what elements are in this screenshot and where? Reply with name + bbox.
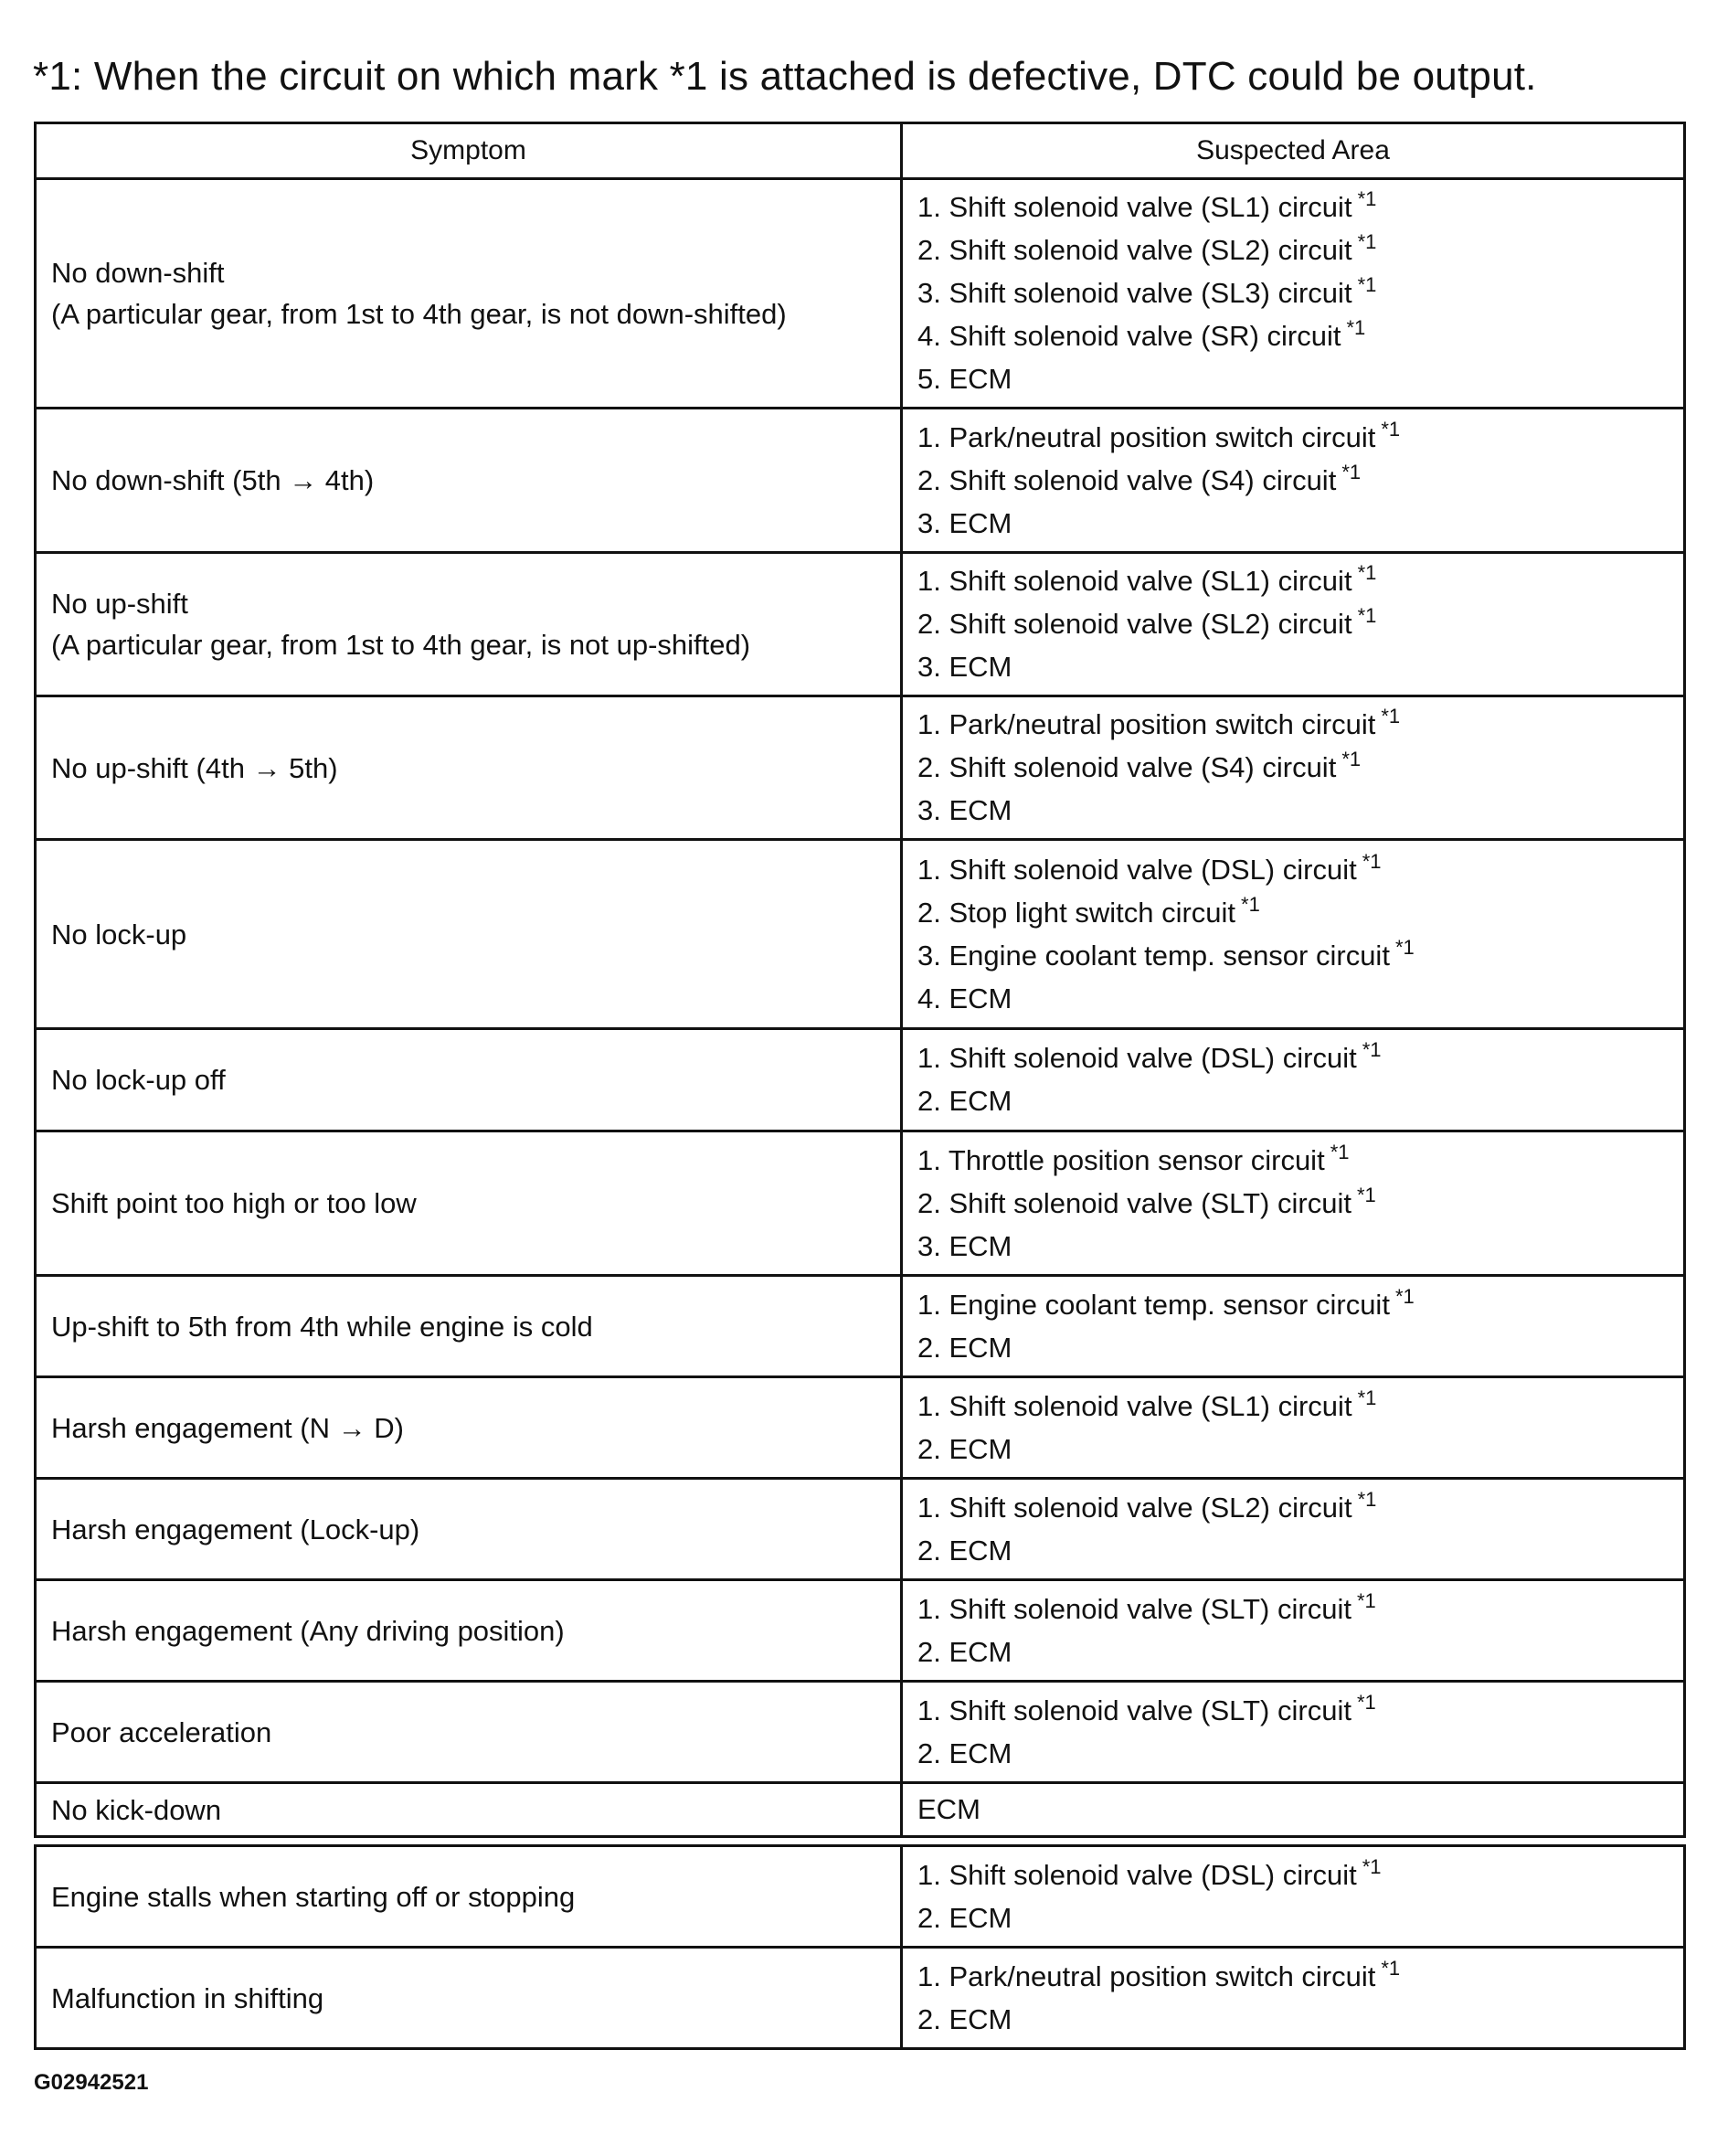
symptom-cell: [36, 409, 902, 553]
symptom-text: Up-shift to 5th from 4th while engine is cold: [51, 1310, 593, 1343]
suspected-area-item: [917, 936, 1683, 979]
footnote-mark: *1: [1362, 1854, 1382, 1878]
suspected-area-text: 2. Shift solenoid valve (S4) circuit: [917, 751, 1337, 783]
suspected-area-item: [917, 461, 1683, 504]
suspected-area-text: 1. Park/neutral position switch circuit: [917, 708, 1376, 740]
symptom-cell: [36, 553, 902, 696]
suspected-area-text: 2. ECM: [917, 1534, 1012, 1567]
suspected-area-text: 1. Shift solenoid valve (SL1) circuit: [917, 1389, 1352, 1422]
suspected-area-text: 3. ECM: [917, 1229, 1012, 1262]
table-row: [36, 1479, 1685, 1580]
header-suspected-area: Suspected Area: [902, 123, 1685, 179]
suspected-area-item: [917, 1081, 1683, 1121]
suspected-area-item: [917, 647, 1683, 687]
footnote-mark: *1: [1357, 187, 1377, 210]
suspected-area-cell: [902, 1377, 1685, 1479]
suspected-area-text: 1. Shift solenoid valve (SLT) circuit: [917, 1694, 1351, 1726]
suspected-area-text: 4. Shift solenoid valve (SR) circuit: [917, 320, 1341, 352]
symptom-text: Harsh engagement (N → D): [51, 1411, 404, 1444]
symptom-cell: [36, 1029, 902, 1131]
suspected-area-text: 2. ECM: [917, 1901, 1012, 1934]
suspected-area-text: 3. Shift solenoid valve (SL3) circuit: [917, 277, 1352, 309]
suspected-area-item: [917, 1429, 1683, 1470]
suspected-area-cell: [902, 553, 1685, 696]
symptom-text: (A particular gear, from 1st to 4th gear, is not down-shifted): [51, 298, 787, 330]
suspected-area-cell: [902, 1783, 1685, 1837]
footnote-mark: *1: [1394, 1284, 1415, 1308]
symptom-cell: [36, 1682, 902, 1783]
suspected-area-text: 2. Shift solenoid valve (SLT) circuit: [917, 1186, 1351, 1219]
suspected-area-item: [917, 1184, 1683, 1227]
table-row: [36, 179, 1685, 409]
symptom-table-continued-body: [36, 1846, 1685, 2049]
suspected-area-item: [917, 1531, 1683, 1571]
suspected-area-item: [917, 418, 1683, 461]
suspected-area-text: 2. ECM: [917, 1736, 1012, 1769]
suspected-area-text: 4. ECM: [917, 982, 1012, 1014]
suspected-area-text: 2. ECM: [917, 1432, 1012, 1465]
suspected-area-item: [917, 504, 1683, 544]
suspected-area-item: [917, 1386, 1683, 1429]
suspected-area-text: 3. ECM: [917, 651, 1012, 683]
symptom-cell: [36, 696, 902, 840]
suspected-area-item: [917, 1691, 1683, 1734]
suspected-area-item: [917, 359, 1683, 399]
suspected-area-item: [917, 1038, 1683, 1081]
suspected-area-text: 1. Shift solenoid valve (SL1) circuit: [917, 191, 1352, 223]
symptom-text: No down-shift: [51, 257, 225, 289]
symptom-cell: [36, 1377, 902, 1479]
symptom-table: [34, 122, 1686, 1838]
suspected-area-text: 1. Shift solenoid valve (DSL) circuit: [917, 853, 1357, 886]
symptom-text: No up-shift: [51, 588, 188, 620]
table-row: [36, 409, 1685, 553]
suspected-area-item: [917, 604, 1683, 647]
table-row: [36, 1377, 1685, 1479]
footnote-mark: *1: [1357, 604, 1377, 627]
suspected-area-text: 1. Park/neutral position switch circuit: [917, 1960, 1376, 1992]
symptom-text: No lock-up: [51, 918, 187, 951]
suspected-area-text: 1. Shift solenoid valve (DSL) circuit: [917, 1858, 1357, 1891]
suspected-area-cell: [902, 1948, 1685, 2049]
table-row: [36, 1029, 1685, 1131]
symptom-text: Harsh engagement (Any driving position): [51, 1614, 565, 1647]
suspected-area-text: 2. Stop light switch circuit: [917, 896, 1236, 929]
suspected-area-item: [917, 850, 1683, 893]
suspected-area-item: [917, 1328, 1683, 1368]
symptom-cell: [36, 179, 902, 409]
figure-code: G02942521: [34, 2070, 149, 2095]
suspected-area-cell: [902, 1479, 1685, 1580]
suspected-area-item: [917, 1141, 1683, 1184]
suspected-area-text: 2. ECM: [917, 2002, 1012, 2035]
suspected-area-item: [917, 1957, 1683, 2000]
suspected-area-text: ECM: [917, 1793, 980, 1825]
suspected-area-item: [917, 1790, 1683, 1830]
symptom-text: No down-shift (5th → 4th): [51, 464, 375, 496]
footnote-mark: *1: [1356, 1690, 1376, 1714]
suspected-area-cell: [902, 1131, 1685, 1276]
suspected-area-cell: [902, 179, 1685, 409]
symptom-cell: [36, 1479, 902, 1580]
symptom-text: No lock-up off: [51, 1064, 226, 1096]
suspected-area-item: [917, 979, 1683, 1019]
suspected-area-cell: [902, 1682, 1685, 1783]
footnote-mark: *1: [1356, 1183, 1376, 1206]
symptom-cell: [36, 1580, 902, 1682]
table-row: [36, 1846, 1685, 1948]
suspected-area-text: 1. Throttle position sensor circuit: [917, 1143, 1325, 1176]
symptom-text: Shift point too high or too low: [51, 1187, 417, 1219]
footnote-mark: *1: [1357, 561, 1377, 584]
symptom-text: No up-shift (4th → 5th): [51, 751, 338, 784]
symptom-cell: [36, 840, 902, 1029]
footnote-mark: *1: [1330, 1140, 1350, 1163]
symptom-cell: [36, 1131, 902, 1276]
symptom-text: Engine stalls when starting off or stopping: [51, 1880, 576, 1913]
suspected-area-cell: [902, 1846, 1685, 1948]
symptom-table-continued: [34, 1844, 1686, 2050]
footnote-mark: *1: [1341, 460, 1362, 483]
suspected-area-text: 2. ECM: [917, 1331, 1012, 1364]
footnote-mark: *1: [1241, 892, 1260, 916]
footnote-mark: *1: [1362, 1038, 1382, 1061]
suspected-area-item: [917, 273, 1683, 316]
table-row: [36, 553, 1685, 696]
footnote-mark: *1: [1381, 417, 1401, 441]
suspected-area-item: [917, 1855, 1683, 1898]
table-row: [36, 1783, 1685, 1837]
suspected-area-item: [917, 230, 1683, 273]
table-row: [36, 1948, 1685, 2049]
symptom-text: Harsh engagement (Lock-up): [51, 1513, 420, 1545]
footnote-mark: *1: [1341, 748, 1362, 770]
suspected-area-cell: [902, 1029, 1685, 1131]
suspected-area-cell: [902, 1580, 1685, 1682]
footnote-mark: *1: [1346, 316, 1366, 339]
suspected-area-item: [917, 316, 1683, 359]
suspected-area-text: 3. ECM: [917, 794, 1012, 826]
suspected-area-item: [917, 1227, 1683, 1267]
symptom-text: (A particular gear, from 1st to 4th gear, is not up-shifted): [51, 629, 751, 661]
table-row: [36, 1131, 1685, 1276]
suspected-area-item: [917, 1734, 1683, 1774]
table-row: [36, 840, 1685, 1029]
footnote-mark: *1: [1357, 273, 1377, 296]
footnote-mark: *1: [1357, 230, 1377, 253]
suspected-area-cell: [902, 840, 1685, 1029]
table-row: [36, 696, 1685, 840]
suspected-area-item: [917, 1488, 1683, 1531]
suspected-area-item: [917, 748, 1683, 791]
suspected-area-item: [917, 1632, 1683, 1673]
suspected-area-text: 1. Shift solenoid valve (SLT) circuit: [917, 1592, 1351, 1625]
suspected-area-text: 1. Engine coolant temp. sensor circuit: [917, 1288, 1390, 1321]
suspected-area-cell: [902, 409, 1685, 553]
footnote-mark: *1: [1356, 1588, 1376, 1612]
suspected-area-text: 2. ECM: [917, 1635, 1012, 1668]
table-row: [36, 1580, 1685, 1682]
suspected-area-item: [917, 2000, 1683, 2040]
suspected-area-text: 3. ECM: [917, 506, 1012, 539]
footnote-mark: *1: [1362, 849, 1382, 873]
suspected-area-text: 2. Shift solenoid valve (S4) circuit: [917, 463, 1337, 496]
suspected-area-item: [917, 893, 1683, 936]
symptom-text: Malfunction in shifting: [51, 1981, 324, 2014]
symptom-cell: [36, 1846, 902, 1948]
symptom-cell: [36, 1276, 902, 1377]
symptom-text: No kick-down: [51, 1793, 222, 1826]
suspected-area-item: [917, 791, 1683, 831]
table-header-row: [36, 123, 1685, 179]
table-row: [36, 1682, 1685, 1783]
suspected-area-item: [917, 705, 1683, 748]
suspected-area-item: [917, 187, 1683, 230]
footnote-mark: *1: [1394, 935, 1415, 959]
suspected-area-text: 2. ECM: [917, 1085, 1012, 1117]
suspected-area-text: 5. ECM: [917, 363, 1012, 395]
footnote-mark: *1: [1357, 1487, 1377, 1511]
suspected-area-text: 1. Shift solenoid valve (SL2) circuit: [917, 1491, 1352, 1524]
footnote-mark: *1: [1381, 705, 1401, 728]
suspected-area-text: 3. Engine coolant temp. sensor circuit: [917, 939, 1390, 972]
footnote-mark: *1: [1381, 1956, 1401, 1980]
suspected-area-item: [917, 1898, 1683, 1938]
symptom-text: Poor acceleration: [51, 1715, 272, 1748]
symptom-cell: [36, 1948, 902, 2049]
suspected-area-item: [917, 561, 1683, 604]
suspected-area-cell: [902, 1276, 1685, 1377]
suspected-area-item: [917, 1589, 1683, 1632]
suspected-area-text: 1. Park/neutral position switch circuit: [917, 420, 1376, 453]
suspected-area-text: 1. Shift solenoid valve (SL1) circuit: [917, 565, 1352, 597]
suspected-area-text: 2. Shift solenoid valve (SL2) circuit: [917, 234, 1352, 266]
suspected-area-text: 2. Shift solenoid valve (SL2) circuit: [917, 608, 1352, 640]
footnote-note: *1: When the circuit on which mark *1 is attached is defective, DTC could be output.: [33, 54, 1537, 99]
suspected-area-item: [917, 1285, 1683, 1328]
symptom-table-body: [36, 179, 1685, 1837]
symptom-cell: [36, 1783, 902, 1837]
suspected-area-text: 1. Shift solenoid valve (DSL) circuit: [917, 1042, 1357, 1074]
suspected-area-cell: [902, 696, 1685, 840]
header-symptom: Symptom: [36, 123, 902, 179]
footnote-mark: *1: [1357, 1386, 1377, 1409]
table-row: [36, 1276, 1685, 1377]
